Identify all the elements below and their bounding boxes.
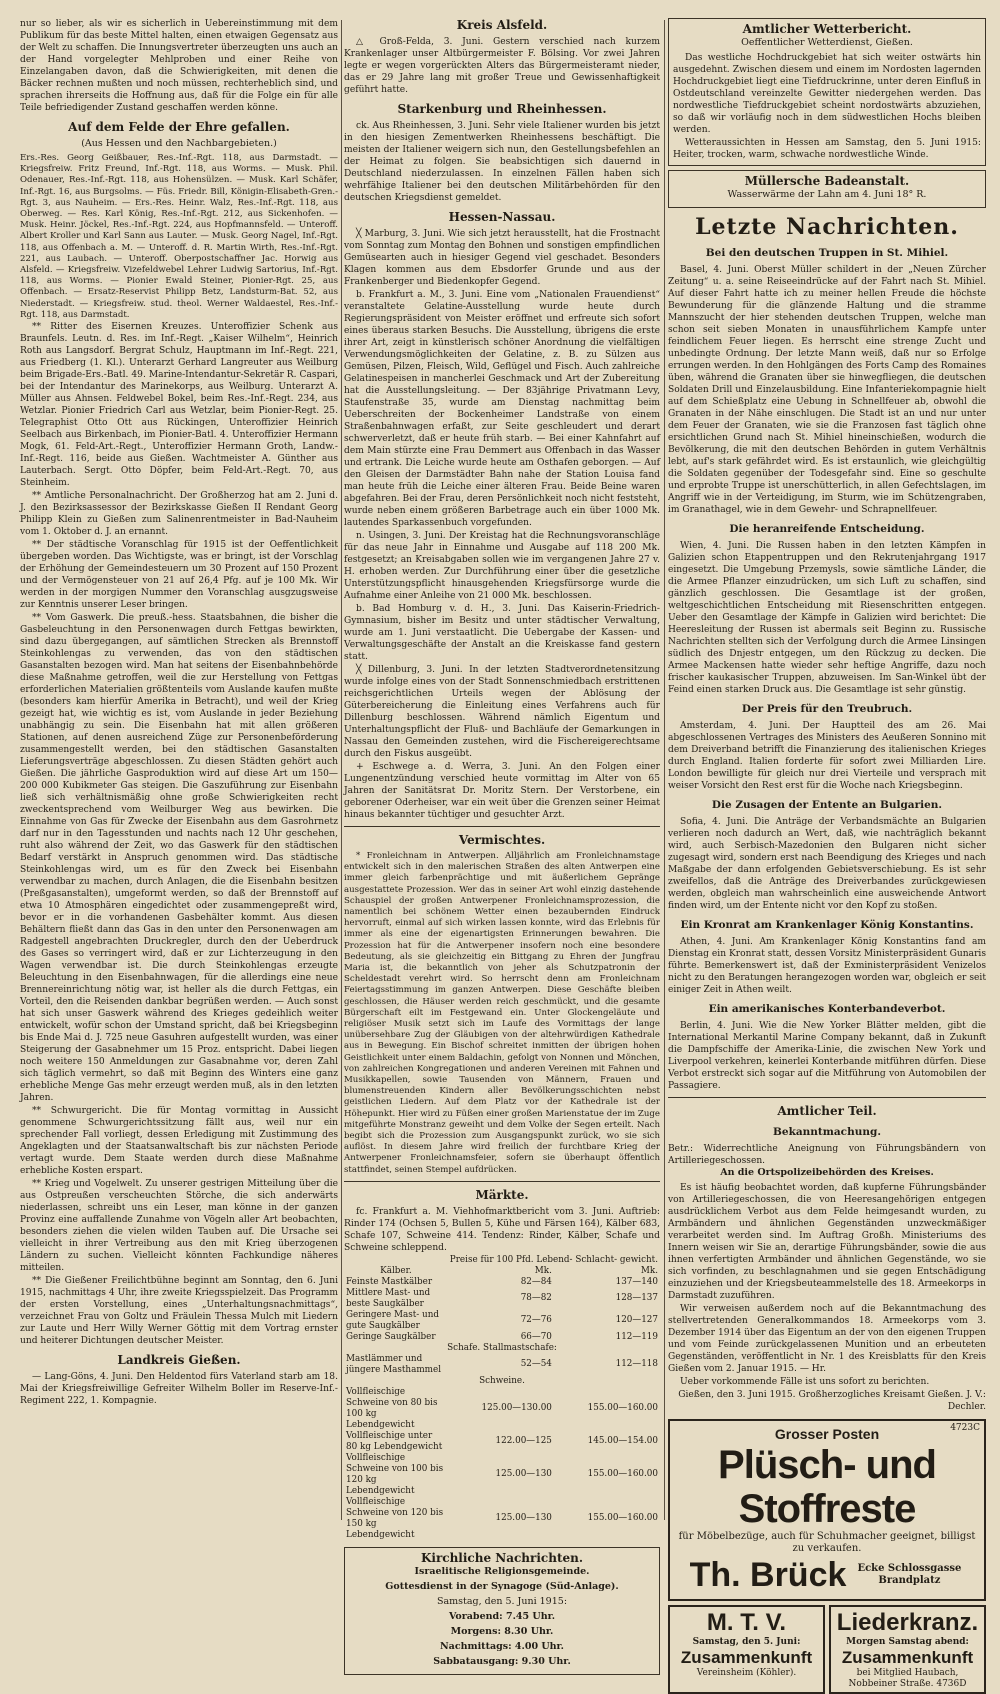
market-row <box>344 1354 660 1376</box>
announcement-heading: Bekanntmachung. <box>773 1126 881 1138</box>
ad-top-line: Grosser Posten <box>774 1426 880 1442</box>
announcement-signature: Gießen, den 3. Juni 1915. Großherzogliches Kreisamt Gießen. J. V.: Dechler. <box>678 1390 986 1412</box>
article-text: Basel, 4. Juni. Oberst Müller schildert in der „Neuen Zürcher Zeitung“ u. a. seine Reiseeindrücke auf der Fahrt nach St. Mihiel. Auf dieser Fahrt hatte ich zu meiner hellen Freude die höchste Bewunderung für die glänzende Haltung und die stramme Mannszucht der hier stehenden deutschen Truppen, welche man schon seit sieben Monaten in unausführlichem Kampfe unter feindlichem Feuer liegen. Es herrscht eine strenge Zucht und unbedingte Ordnung. Der letzte Mann weiß, daß nur so Erfolge errungen werden. In den Hohlgängen des Forts Camp des Romaines üben, während die Granaten über sie hinwegfliegen, die deutschen Soldaten Drill und Einzelausbildung. Eine Infanteriekompagnie hielt auf dem Schießplatz eine Uebung in Schnellfeuer ab, obwohl die Granaten in der Nähe einschlugen. Die Stadt ist an und nur unter dem Feuer der Granaten, wie sie die Franzosen fast täglich ohne ersichtlichen Grund nach St. Mihiel hineinschießen, wodurch die Bevölkerung, die mit den deutschen Behörden in gutem Verhältnis lebt, auf's stark gefährdet wird. Es ist erstaunlich, wie gleichgültig die Soldaten gegenüber der Todesgefahr sind. Eine so geschulte und erprobte Truppe ist unerschütterlich, in allen Gefechtslagen, im Angriff wie in der Verteidigung, im Sturm, wie im Schützengraben, im Granathagel, wie in dem Gewehr- und Schrapnellfeuer. <box>668 265 986 515</box>
divider <box>344 1181 660 1182</box>
market-header-cell <box>344 1255 448 1266</box>
announcement-text: Ueber vorkommende Fälle ist uns sofort zu berichten. <box>680 1377 930 1387</box>
church-line: Morgens: 8.30 Uhr. <box>450 1625 554 1637</box>
news-headline: Bei den deutschen Truppen in St. Mihiel. <box>705 247 949 259</box>
market-price: 52—54 <box>520 1359 552 1370</box>
article-text: b. Bad Homburg v. d. H., 3. Juni. Das Kaiserin-Friedrich-Gymnasium, bisher im Besitz und unter städtischer Verwaltung, wurde am 1. Juni verstaatlicht. Die Uebergabe der Kassen- und Verwaltungsgeschäfte der Anstalt an die Kreiskasse fand gestern statt. <box>344 604 660 662</box>
article-text: Berlin, 4. Juni. Wie die New Yorker Blätter melden, gibt die International Merkantil Marine Company bekannt, daß in Zukunft die Dampfschiffe der Amerika-Linie, die zwischen New York und Liverpool verkehren, keinerlei Konterbande mitführen dürfen. Diese Verbot erstreckt sich sogar auf die Mitführung von Automobilen der Passagiere. <box>668 1021 986 1091</box>
market-price: 120—127 <box>615 1315 658 1326</box>
market-price: 112—118 <box>615 1359 658 1370</box>
market-price: 82—84 <box>520 1276 552 1287</box>
section-heading-fallen: Auf dem Felde der Ehre gefallen. <box>68 120 290 134</box>
announcement-subject: Betr.: Widerrechtliche Aneignung von Führungsbändern von Artilleriegeschossen. <box>668 1144 986 1166</box>
column-right <box>668 18 986 1689</box>
market-price: 66—70 <box>520 1331 552 1342</box>
section-subheading: (Aus Hessen und den Nachbargebieten.) <box>81 138 277 149</box>
club-name: Liederkranz. <box>836 1609 979 1636</box>
section-heading-vermischtes: Vermischtes. <box>458 833 546 847</box>
weather-forecast: Wetteraussichten in Hessen am Samstag, den 5. Juni 1915: Heiter, trocken, warm, schwache nordwestliche Winde. <box>673 138 981 160</box>
weather-subheading: Oeffentlicher Wetterdienst, Gießen. <box>741 37 913 48</box>
advertisement-brueck <box>668 1419 986 1601</box>
article-text: Sofia, 4. Juni. Die Anträge der Verbandsmächte an Bulgarien verlieren noch dadurch an Wert, daß, wie nachträglich bekannt wird, auch Serbisch-Mazedonien den Bulgaren nicht sicher zugesagt wird, sondern erst nach Beendigung des Krieges und nach Maßgabe der dann erfolgenden Gebietsverschiebung. Es ist sehr zweifellos, daß die Anträge des Dreiverbandes zurückgewiesen werden, obgleich man wahrscheinlich eine ausweichende Antwort finden wird, um der Entente nicht vor den Kopf zu stoßen. <box>668 817 986 911</box>
market-price: 125.00—130 <box>495 1469 552 1480</box>
market-price: 155.00—160.00 <box>587 1469 658 1480</box>
market-header-cell: Preise für 100 Pfd. Lebend- Schlacht- gewicht. <box>449 1254 658 1265</box>
article-text: Athen, 4. Juni. Am Krankenlager König Konstantins fand am Dienstag ein Kronrat statt, dessen Vorsitz Ministerpräsident Gunaris führte. Bemerkenswert ist, daß der Exministerpräsident Venizelos nicht zu den Beratungen herangezogen worden war, obgleich er seit einiger Zeit in Athen weilt. <box>668 937 986 995</box>
news-headline: Die Zusagen der Entente an Bulgarien. <box>711 799 943 811</box>
ad-code: 4723C <box>950 1423 980 1433</box>
market-row <box>344 1288 660 1310</box>
market-price: 122.00—125 <box>495 1436 552 1447</box>
market-row <box>344 1277 660 1288</box>
column-middle <box>344 18 660 1667</box>
market-price: 128—137 <box>615 1293 658 1304</box>
article-text: ** Die Gießener Freilichtbühne beginnt am Sonntag, den 6. Juni 1915, nachmittags 4 Uhr, ihre zweite Kriegsspielzeit. Das Programm der ersten Vorstellung, eines „Unterhaltungsnachmittags“, verzeichnet Frau von Goltz und Fräulein Thessa Mulch mit Liedern zur Laute und Herr Willy Werner Göttig mit dem Vortrag ernster und heiterer Dichtungen deutscher Meister. <box>20 1276 338 1347</box>
market-price: 125.00—130.00 <box>481 1403 552 1414</box>
article-text: nur so lieber, als wir es sicherlich in Uebereinstimmung mit dem Publikum für das beste Mittel halten, einen etwaigen Gegensatz aus der Welt zu schaffen. Die Innungsvertreter überzeugten uns auch an der Hand vorgelegter Mehlproben und einer Reihe von Einzelangaben davon, daß die Schwierigkeiten, mit denen die Bäcker rechnen mußten und noch müssen, rechterheblich sind, und sprachen ihrerseits die Hoffnung aus, daß für die Folge ein für alle Teile befriedigender Zustand geschaffen werden könne. <box>20 19 338 113</box>
market-price: 155.00—160.00 <box>587 1513 658 1524</box>
section-heading-nassau: Hessen-Nassau. <box>448 210 556 224</box>
ad-text: für Möbelbezüge, auch für Schuhmacher geeignet, billigst zu verkaufen. <box>678 1531 976 1554</box>
club-notice-mtv <box>668 1605 825 1694</box>
article-text: ck. Aus Rheinhessen, 3. Juni. Sehr viele Italiener wurden bis jetzt in den hiesigen Zementwerken Rheinhessens beschäftigt. Die meisten der Italiener weigern sich nun, den Gestellungsbefehlen an der Heimat zu folgen. Sie beabsichtigen sich dauernd in Deutschland niederzulassen. In einzelnen Fällen haben sich wehrfähige Italiener bei den deutschen Militärbehörden für den deutschen Kriegsdienst gemeldet. <box>344 121 660 203</box>
market-item: Vollfleischige Schweine von 120 bis 150 kg Lebendgewicht <box>346 1496 444 1540</box>
market-price: 112—119 <box>615 1331 658 1342</box>
latest-news-heading: Letzte Nachrichten. <box>695 214 959 240</box>
market-item: Vollfleischige Schweine von 80 bis 100 kg Lebendgewicht <box>346 1386 438 1430</box>
bath-heading: Müllersche Badeanstalt. <box>744 174 910 188</box>
market-row <box>344 1497 660 1541</box>
market-item: Mastlämmer und jüngere Masthammel <box>346 1353 442 1375</box>
church-heading: Kirchliche Nachrichten. <box>420 1550 584 1565</box>
column-rule <box>341 20 342 1520</box>
bath-text: Wasserwärme der Lahn am 4. Juni 18° R. <box>727 189 927 200</box>
section-heading-landkreis: Landkreis Gießen. <box>117 1353 241 1368</box>
market-item: Geringe Saugkälber <box>346 1331 436 1342</box>
article-text: ** Schwurgericht. Die für Montag vormittag in Aussicht genommene Schwurgerichtssitzung fällt aus, weil nur ein sprechender Fall vorliegt, dessen Erledigung mit Zustimmung des Angeklagten und der Staatsanwaltschaft bis zur nächsten Periode vertagt wurde. Dem Staate werden durch diese Maßnahme erhebliche Kosten erspart. <box>20 1106 338 1177</box>
article-text: * Fronleichnam in Antwerpen. Alljährlich am Fronleichnamstage entwickelt sich in den malerischen Straßen des alten Antwerpen eine immer gleich farbenprächtige und mit äußerlichem Gepränge ausgestattete Prozession. Wer das in seiner Art wohl einzig dastehende Schauspiel der großen Antwerpener Fronleichnamsprozession, die namentlich bei schönem Wetter einen bezaubernden Eindruck hervorruft, einmal auf sich wirken lassen konnte, wird das Erlebnis für immer als eine der eigenartigsten Erinnerungen bewahren. Die Prozession hat für die Antwerpener insofern noch eine besondere Bedeutung, als sie gleichzeitig ein Bittgang zu Ehren der Jungfrau Maria ist, die bekanntlich von jeher als Schutzpatronin der Scheldestadt verehrt wird. So herrscht denn am Fronleichnam Feiertagsstimmung im ganzen Antwerpen. Diese Geschäfte bleiben geschlossen, die Häuser werden reich geschmückt, und die gesamte Bürgerschaft eilt im Festgewand ein. Unter Glockengeläute und religiöser Musik setzt sich im Laufe des Vormittags der lange unübersehbare Zug der Gläubigen von der altehrwürdigen Kathedrale aus in Bewegung. Ein Bischof schreitet inmitten der übrigen hohen Geistlichkeit unter einem Baldachin, gefolgt von Nonnen und Mönchen, von zahlreichen Kongregationen und anderen Vereinen mit Fahnen und Musikkapellen, sowie Tausenden von Männern, Frauen und blumenstreuenden Kindern aller Bevölkerungsschichten nebst geistlichen Liedern. Auf dem Platz vor der Kathedrale ist der Höhepunkt. Hier wird zu Füßen einer großen Marienstatue der im Zuge mitgeführte Monstranz geweiht und dem Volke der Segen erteilt. Nach begibt sich die Prozession zum Ausgangspunkt zurück, wo sie sich auflöst. In diesem Jahre wird freilich der furchtbare Krieg der Antwerpener Fronleichnamsfeier, sofern sie überhaupt öffentlich stattfindet, seinen Stempel aufdrücken. <box>344 851 660 1175</box>
announcement-text: Es ist häufig beobachtet worden, daß kupferne Führungsbänder von Artilleriegeschossen, die von Heeresangehörigen entgegen ausdrücklichem Verbot aus dem Felde heimgesandt wurden, zu Armbändern und ähnlichen Gegenständen unzweckmäßiger verarbeitet werden sind. Im Auftrag Großh. Ministeriums des Innern weisen wir Sie an, derartige Führungsbänder, sowie die aus ihnen verfertigten Armbänder und ähnlichen Gegenstände, wo sie sich vorfinden, zu beschlagnahmen und sie gegen Entschädigung einzuziehen und der Kriegsbeuteammelstelle des 18. Armeekorps in Darmstadt zuzuführen. <box>668 1183 986 1301</box>
market-item: Feinste Mastkälber <box>346 1276 433 1287</box>
ad-headline: Plüsch- und Stoffreste <box>718 1443 936 1531</box>
market-unit: Mk. <box>640 1265 658 1276</box>
article-text: ╳ Marburg, 3. Juni. Wie sich jetzt herausstellt, hat die Frostnacht vom Sonntag zum Montag den Bohnen und sonstigen empfindlichen Gemüsearten auch in hiesiger Gegend viel geschadet. Besonders Klagen kommen aus dem Ebsdorfer Grunde und aus der Frankenberger und Biedenkopfer Gegend. <box>344 229 660 287</box>
weather-report <box>668 18 986 166</box>
announcement-text: Wir verweisen außerdem noch auf die Bekanntmachung des stellvertretenden Generalkommandos 18. Armeekorps vom 3. Dezember 1914 über das Eigentum an der von den eigenen Truppen und vom Feinde zurückgelassenen Munition und an erbeuteten Gegenständen, veröffentlicht in Nr. 1 des Kreisblatts für den Kreis Gießen vom 2. Januar 1915. — Hr. <box>668 1304 986 1374</box>
club-event: Zusammenkunft <box>841 1648 974 1667</box>
church-line: Vorabend: 7.45 Uhr. <box>448 1610 556 1622</box>
news-headline: Ein Kronrat am Krankenlager König Konstantins. <box>680 919 974 931</box>
market-row <box>344 1431 660 1453</box>
section-heading-maerkte: Märkte. <box>475 1187 529 1202</box>
church-notice <box>344 1547 660 1675</box>
market-row <box>344 1310 660 1332</box>
market-item: Vollfleischige unter 80 kg Lebendgewicht <box>346 1430 443 1452</box>
article-text: ** Vom Gaswerk. Die preuß.-hess. Staatsbahnen, die bisher die Gasbeleuchtung in den Personenwagen durch Fettgas bewirkten, sind dazu übergegangen, auf sämtlichen Strecken als Brennstoff Steinkohlengas zu verwenden, das von den städtischen Gasanstalten bezogen wird. Man hat seitens der Eisenbahnbehörde diese Maßnahme getroffen, weil die zur Herstellung von Fettgas erforderlichen Materialien größtenteils vom Auslande kaufen mußte (besonders kam hierfür Amerika in Betracht), und weil der Krieg gezeigt hat, wie wichtig es ist, vom Auslande in jeder Beziehung unabhängig zu sein. Die Eisenbahn hat mit allen größeren Stationen, auf denen ausreichend Züge zur Personenbeförderung zusammengestellt werden, bei den städtischen Gasanstalten Lieferungsverträge abgeschlossen. Zu diesen Städten gehört auch Gießen. Die jährliche Gasproduktion wird auf diese Art um 150—200 000 Kubikmeter Gas steigen. Die Gaszuführung zur Eisenbahn ließ sich verhältnismäßig ohne große Schwierigkeiten recht zweckentsprechend vom Weilburger Weg aus bewirken. Die Einnahme von Gas für Zwecke der Eisenbahn aus dem Gasrohrnetz darf nur in den Tagesstunden und nachts nach 12 Uhr geschehen, ruht also während der Zeit, wo das Gaswerk für den städtischen Bedarf verstärkt in Anspruch genommen wird. Das städtische Steinkohlengas wird, um es für den Zweck bei Eisenbahn verwendbar zu machen, durch Anlagen, die die Eisenbahn besitzen (Preßgasanstalten), umgeformt werden, so daß der Brennstoff auf etwa 10 Atmosphären eingedichtet oder zusammengepreßt wird, bevor er in die vorhandenen Gasbehälter kommt. Aus diesen Behältern fließt dann das Gas in den unter den Personenwagen am Radgestell angebrachten Druckregler, durch den der Ueberdruck des Gases so verringert wird, daß er zur Lichterzeugung in den Wagen verwendbar ist. Die durch Steinkohlengas erzeugte Beleuchtung in den Eisenbahnwagen, für die allerdings eine neue Brennereinrichtung nötig war, ist heller als die durch Fettgas, ein Vorteil, den die Reisenden dankbar begrüßen werden. — Auch sonst hat sich unser Gaswerk während des Krieges gedeihlich weiter entwickelt, wofür schon der Umstand spricht, daß bei Kriegsbeginn bis Ende Mai d. J. 725 neue Gasuhren aufgestellt wurden, was einer Steigerung der Gasabnehmer um 15 Proz. entspricht. Dabei liegen noch weitere 150 Anmeldungen zur Gasabnahme vor, deren Zahl sich täglich vermehrt, so daß mit Beginn des Winters eine ganz erhebliche Menge Gas mehr erzeugt werden muß, als in den letzten Jahren. <box>20 613 338 1104</box>
article-text: + Eschwege a. d. Werra, 3. Juni. An den Folgen einer Lungenentzündung verschied heute vormittag im Alter von 65 Jahren der Sanitätsrat Dr. Moritz Stern. Der Verstorbene, ein geborener Oderheiser, war ein weit über die Grenzen seiner Heimat hinaus bekannter tüchtiger und gesuchter Arzt. <box>344 762 660 820</box>
market-category: Kälber. <box>380 1265 412 1276</box>
market-category: Schafe. Stallmastschafe: <box>447 1342 557 1353</box>
article-text: ** Amtliche Personalnachricht. Der Großherzog hat am 2. Juni d. J. den Bezirksassessor der Bezirkskasse Gießen II Rendant Georg Philipp Klein zu Gießen zum Salinenrentmeister in Bad-Nauheim vom 1. Oktober d. J. an ernannt. <box>20 491 338 538</box>
market-row <box>344 1332 660 1343</box>
market-item: Mittlere Mast- und beste Saugkälber <box>346 1287 431 1309</box>
weather-text: Das westliche Hochdruckgebiet hat sich weiter ostwärts hin ausgedehnt. Zwischen diesem und einem im Nordosten lagernden Hochdruckgebiet liegt eine Tiefdruckrinne, unter deren Einfluß in Ostdeutschland vereinzelte Gewitter niedergehen werden. Das nordwestliche Tiefdruckgebiet scheint nordostwärts abzuziehen, so daß wir vorläufig noch in dem südwestlichen Hochs bleiben werden. <box>673 53 981 135</box>
article-text: Amsterdam, 4. Juni. Der Hauptteil des am 26. Mai abgeschlossenen Vertrages des Ministers des Aeußeren Sonnino mit dem Dreiverband betrifft die Finanzierung des italienischen Krieges durch England. Italien forderte für sofort zwei Milliarden Lire. London bewilligte für gleich nur drei Vierteile und versprach mit weiser Vorsicht den Rest erst für die Woche nach Kriegsbeginn. <box>668 721 986 791</box>
article-text: ** Ritter des Eisernen Kreuzes. Unteroffizier Schenk aus Braunfels. Leutn. d. Res. im Inf.-Regt. „Kaiser Wilhelm“, Heinrich Roth aus Langsdorf. Bergrat Schulz, Hauptmann im Inf.-Regt. 221, aus Friedberg (1. Kl.). Unterarzt Gerhard Langreuter aus Weilburg beim Brigade-Ers.-Batl. 49. Marine-Intendantur-Sekretär R. Caspari, bei der Intendantur des Marinekorps, aus Weilburg. Unterarzt A. Müller aus Ahnsen. Feldwebel Bokel, beim Res.-Inf.-Regt. 234, aus Wetzlar. Pionier Friedrich Carl aus Wetzlar, beim Pionier-Regt. 25. Telegraphist Otto Ott aus Rückingen, Unteroffizier Heinrich Seelbach aus Birkenbach, im Pionier-Batl. 4. Unteroffizier Hermann Mogk, 61. Feld-Art.-Regt., Unteroffizier Hermann Groth, Landw.-Inf.-Regt. 116, beide aus Gießen. Wachtmeister A. Günther aus Lauterbach. Sergt. Otto Döpfer, beim Feld-Art.-Regt. 70, aus Steinheim. <box>20 322 338 489</box>
market-price: 125.00—130 <box>495 1513 552 1524</box>
club-date: Morgen Samstag abend: <box>846 1637 969 1647</box>
church-line: Israelitische Religionsgemeinde. <box>414 1565 590 1577</box>
official-section-heading: Amtlicher Teil. <box>777 1104 877 1118</box>
divider <box>668 1097 986 1098</box>
article-text: Wien, 4. Juni. Die Russen haben in den letzten Kämpfen in Galizien schon Etappentruppen und den Rekrutenjahrgang 1917 eingesetzt. Die Umgebung Przemysls, sowie sämtliche Länder, die die Armee Pflanzer einzudrücken, um sich Luft zu schaffen, sind gänzlich geschlossen. Die Gesamtlage ist der großen, weltgeschichtlichen Entscheidung mit Riesenschritten entgegen. Ueber den Gesamtlage der Kämpfe in Galizien wird berichtet: Die Heeresleitung der Russen ist abermals seit Beginn zu. Russische Nachrichten stellten sich der Verfolgung durch die Armee Linsingen südlich des Dnjestr entgegen, um den Rückzug zu decken. Die Armee Mackensen hatte wieder sehr heftige Angriffe, dazu noch frischer kaukasischer Truppen, abzuweisen. Im San-Winkel übt der Feind einen starken Druck aus. Die Gesamtlage ist sehr günstig. <box>668 541 986 695</box>
market-price: 155.00—160.00 <box>587 1403 658 1414</box>
market-intro: fc. Frankfurt a. M. Viehhofmarktbericht vom 3. Juni. Auftrieb: Rinder 174 (Ochsen 5, Bullen 5, Kühe und Färsen 164), Kälber 683, Schafe 107, Schweine 414. Tendenz: Rinder, Kälber, Schafe und Schweine schleppend. <box>344 1206 660 1253</box>
article-text: — Lang-Göns, 4. Juni. Den Heldentod fürs Vaterland starb am 18. Mai der Kriegsfreiwillige Gefreiter Wilhelm Boller im Reserve-Inf.-Regiment 222, 1. Kompagnie. <box>20 1372 338 1407</box>
fallen-list: Ers.-Res. Georg Geißbauer, Res.-Inf.-Rgt. 118, aus Darmstadt. — Kriegsfreiw. Fritz Freund, Inf.-Rgt. 118, aus Worms. — Musk. Phil. Odenauer, Res.-Inf.-Rgt. 118, aus Hohensülzen. — Musk. Karl Schäfer, Inf.-Rgt. 16, aus Burgsolms. — Füs. Friedr. Bill, Königin-Elisabeth-Gren.-Rgt. 3, aus Nauheim. — Ers.-Res. Heinr. Walz, Res.-Inf.-Rgt. 118, aus Oberweg. — Res. Karl König, Res.-Inf.-Rgt. 212, aus Sickenhofen. — Musk. Heinr. Jöckel, Res.-Inf.-Rgt. 224, aus Hopfmannsfeld. — Unteroff. Albert Kroller und Karl Sann aus Lauter. — Musk. Georg Nagel, Inf.-Rgt. 118, aus Offenbach a. M. — Unteroff. d. R. Martin Wirth, Res.-Inf.-Rgt. 221, aus Laubach. — Unteroff. Oberpostschaffner Jac. Horwig aus Alsfeld. — Kriegsfreiw. Vizefeldwebel Lehrer Ludwig Sartorius, Inf.-Rgt. 118, aus Worms. — Pionier Ewald Steiner, Pionier-Rgt. 25, aus Offenbach. — Ersatz-Reservist Philipp Betz, Landsturm-Bat. 52, aus Niederstadt. — Kriegsfreiw. stud. theol. Werner Waldaestel, Res.-Inf.-Rgt. 118, aus Darmstadt. <box>20 153 338 320</box>
article-text: ╳ Dillenburg, 3. Juni. In der letzten Stadtverordnetensitzung wurde infolge eines von der Stadt Sonnenschmiedbach erstrittenen reichsgerichtlichen Urteils wegen der Ablösung der Güterbereicherung die Einleitung eines Verfahrens auch für Dillenburg beschlossen. Während nämlich Eigentum und Unterhaltungspflicht der Fluß- und Bachläufe der Gemarkungen in Nassau den Gemeinden zustehen, wird die Fischereigerechtsame durch den Fiskus ausgeübt. <box>344 665 660 759</box>
news-headline: Die heranreifende Entscheidung. <box>729 523 925 535</box>
article-text: ** Der städtische Voranschlag für 1915 ist der Oeffentlichkeit übergeben worden. Das Wichtigste, was er bringt, ist der Vorschlag der Erhöhung der Gemeindesteuern um 30 Prozent auf 150 Prozent und der Vermögensteuer von 21 auf 26,4 Pfg. auf je 100 Mk. Wir werden in der morgigen Nummer den Voranschlag ausgzugsweise zur Kenntnis unserer Leser bringen. <box>20 540 338 611</box>
article-text: n. Usingen, 3. Juni. Der Kreistag hat die Rechnungsvoranschläge für das neue Jahr in Einnahme und Ausgabe auf 118 200 Mk. festgesetzt; an Kreisabgaben sollen wie im vergangenen Jahre 27 v. H. erhoben werden. Zur Durchführung einer über die gesetzliche Unterstützungspflicht hinausgehenden Kriegsfürsorge wurde die Aufnahme einer Anleihe von 21 000 Mk. beschlossen. <box>344 531 660 601</box>
market-price: 137—140 <box>615 1276 658 1287</box>
church-line: Nachmittags: 4.00 Uhr. <box>439 1640 564 1652</box>
weather-heading: Amtlicher Wetterbericht. <box>742 22 912 36</box>
market-price: 145.00—154.00 <box>587 1436 658 1447</box>
club-place: bei Mitglied Haubach, Nobbeiner Straße. 4736D <box>848 1668 967 1689</box>
club-notices <box>668 1605 986 1694</box>
market-category: Schweine. <box>479 1375 525 1386</box>
article-text: △ Groß-Felda, 3. Juni. Gestern verschied nach kurzem Krankenlager unser Altbürgermeister F. Bölsing. Vor zwei Jahren legte er wegen vorgerückten Alters das Bürgermeisteramt nieder, das er 29 Jahre lang mit großer Treue und Gewissenhaftigkeit geführt hatte. <box>344 37 660 95</box>
section-heading-starkenburg: Starkenburg und Rheinhessen. <box>397 102 607 116</box>
article-text: ** Krieg und Vogelwelt. Zu unserer gestrigen Mitteilung über die aus Ostpreußen verscheuchten Störche, die sich anderwärts niederlassen, schreibt uns ein Leser, man könne in der ganzen Provinz eine auffallende Zunahme von Vögeln aller Art beobachten, besonders ziehen die vielen wilden Tauben auf. Die Ursache sei vielleicht in ihrer Vertreibung aus den mit Krieg überzogenen Ländern zu suchen. Vielleicht könnten Fachkundige näheres mitteilen. <box>20 1179 338 1274</box>
column-rule <box>664 20 665 1520</box>
section-heading-alsfeld: Kreis Alsfeld. <box>456 18 548 32</box>
ad-address: Ecke Schlossgasse Brandplatz <box>857 1563 962 1586</box>
market-item: Vollfleischige Schweine von 100 bis 120 kg Lebendgewicht <box>346 1452 444 1496</box>
column-left <box>20 18 338 1523</box>
market-price: 78—82 <box>520 1293 552 1304</box>
market-row <box>344 1387 660 1431</box>
announcement-recipient: An die Ortspolizeibehörden des Kreises. <box>720 1167 934 1178</box>
market-unit: Mk. <box>534 1265 552 1276</box>
market-row <box>344 1453 660 1497</box>
club-place: Vereinsheim (Köhler). <box>696 1668 797 1678</box>
bath-notice <box>668 170 986 208</box>
club-date: Samstag, den 5. Juni: <box>692 1637 801 1647</box>
club-event: Zusammenkunft <box>680 1648 813 1667</box>
club-name: M. T. V. <box>706 1609 787 1636</box>
market-price: 72—76 <box>520 1315 552 1326</box>
news-headline: Der Preis für den Treubruch. <box>741 703 913 715</box>
ad-brand: Th. Brück <box>689 1556 847 1594</box>
divider <box>344 826 660 827</box>
church-line: Gottesdienst in der Synagoge (Süd-Anlage). <box>385 1580 619 1592</box>
club-notice-liederkranz <box>829 1605 986 1694</box>
market-table <box>344 1255 660 1541</box>
church-line: Sabbatausgang: 9.30 Uhr. <box>433 1655 571 1667</box>
market-item: Geringere Mast- und gute Saugkälber <box>346 1309 439 1331</box>
news-headline: Ein amerikanisches Konterbandeverbot. <box>708 1003 946 1015</box>
church-line: Samstag, den 5. Juni 1915: <box>436 1595 568 1607</box>
article-text: b. Frankfurt a. M., 3. Juni. Eine vom „Nationalen Frauendienst“ veranstaltete Gelatine-Ausstellung wurde heute durch Regierungspräsident von Meister eröffnet und erfreute sich sofort eines überaus starken Besuchs. Die Ausstellung, übrigens die erste ihrer Art, zeigt in künstlerisch schöner Anordnung die vielfältigen Verwendungsmöglichkeiten der Gelatine, z. B. zu Sülzen aus Gemüsen, Pilzen, Fleisch, Wild, Geflügel und Fisch. Auch zahlreiche Gelatinespeisen in mancherlei Geschmack und Art der Zubereitung hat die Ausstellungsleitung. — Der 83jährige Privatmann Levy, Staufenstraße 35, wurde am Dienstag nachmittag beim Ueberschreiten der Bockenheimer Landstraße von einem Straßenbahnwagen erfaßt, zur Seite geschleudert und derart schwerverletzt, daß er heute früh starb. — Bei einer Kahnfahrt auf dem Main stürzte eine Frau Demmert aus Offenbach in das Wasser und ertrank. Die Leiche wurde heute am Osthafen geborgen. — Auf den Gleisen der Darmstädter Bahn nahe der Station Louisa fand man heute früh die Leiche einer älteren Frau. Beide Beine waren abgefahren. Bei der Frau, deren Persönlichkeit noch nicht feststeht, wurde neben einem größeren Barbetrage auch ein über 1000 Mk. lautendes Sparkassenbuch vorgefunden. <box>344 290 660 528</box>
